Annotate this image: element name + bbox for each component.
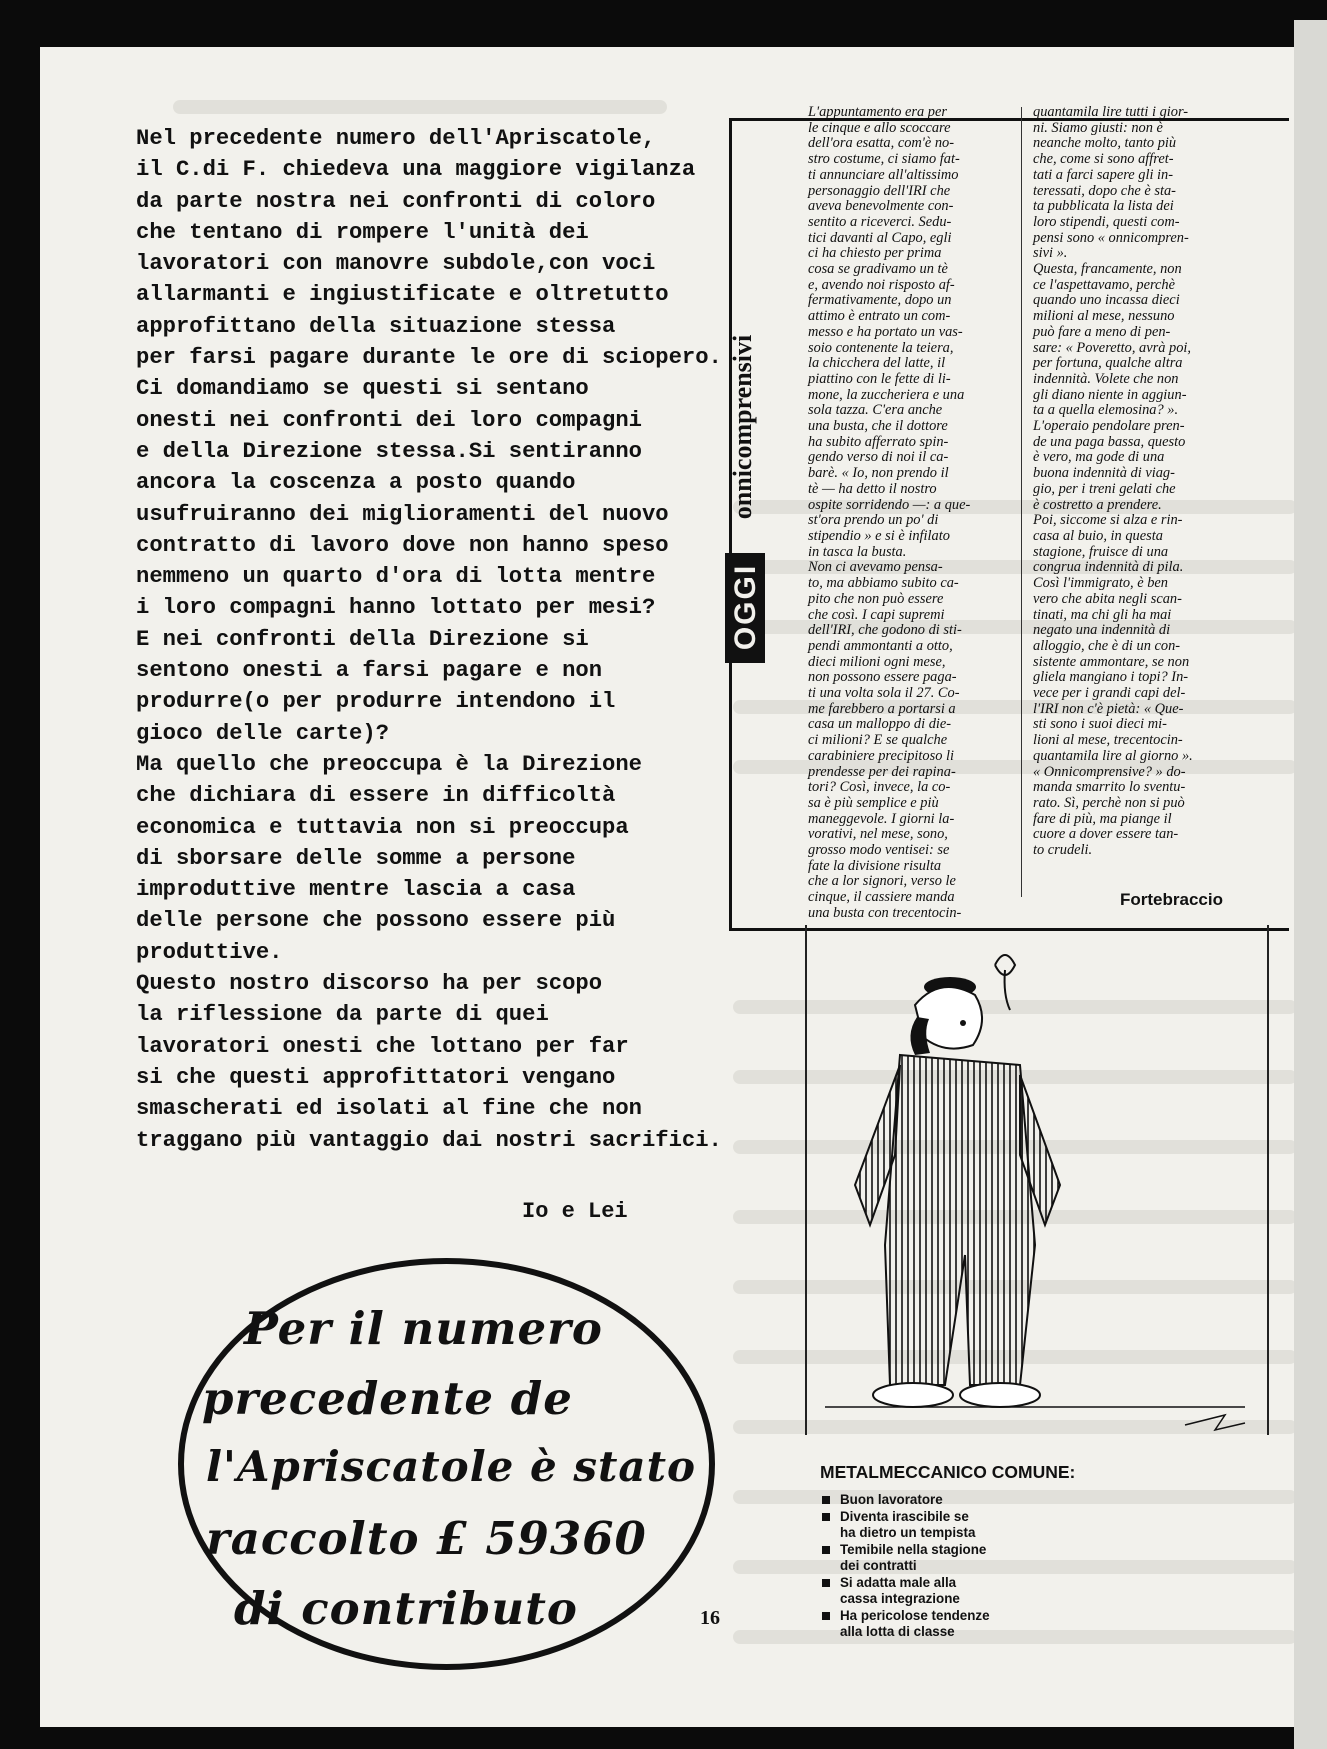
- clipping-line: quando uno incassa dieci: [1033, 292, 1180, 309]
- clipping-line: ta a quella elemosina? ».: [1033, 402, 1179, 419]
- clipping-line: sare: « Poveretto, avrà poi,: [1033, 339, 1191, 356]
- clipping-line: dieci milioni ogni mese,: [808, 653, 946, 670]
- clipping-line: fermativamente, dopo un: [808, 292, 952, 309]
- clipping-line: quantamila lire al giorno ».: [1033, 747, 1193, 764]
- clipping-line: negato una indennità di: [1033, 622, 1171, 639]
- clipping-line: fare di più, ma piange il: [1033, 810, 1172, 827]
- clipping-line: è vero, ma gode di una: [1033, 449, 1165, 466]
- article-line: gioco delle carte)?: [136, 720, 389, 746]
- clipping-title: onnicomprensivi: [728, 334, 757, 520]
- article-line: traggano più vantaggio dai nostri sacrifici.: [136, 1127, 722, 1153]
- clipping-line: « Onnicomprensive? » do-: [1033, 763, 1186, 780]
- clipping-line: una busta, che il dottore: [808, 418, 948, 435]
- clipping-line: Questa, francamente, non: [1033, 261, 1182, 278]
- clipping-line: to crudeli.: [1033, 842, 1093, 859]
- article-line: i loro compagni hanno lottato per mesi?: [136, 595, 656, 621]
- main-article: [136, 123, 722, 1156]
- oggi-label: OGGI: [729, 563, 762, 651]
- article-line: che tentano di rompere l'unità dei: [136, 219, 589, 245]
- clipping-line: sola tazza. C'era anche: [808, 402, 943, 419]
- clipping-line: grosso modo ventisei: se: [808, 842, 950, 859]
- caption-item: Ha pericolose tendenze alla lotta di classe: [820, 1608, 990, 1640]
- article-line: ancora la coscenza a posto quando: [136, 470, 576, 496]
- clipping-line: sentito a riceverci. Sedu-: [808, 213, 952, 230]
- clipping-line: milioni al mese, nessuno: [1033, 308, 1175, 325]
- clipping-line: buona indennità di viag-: [1033, 465, 1175, 482]
- article-line: allarmanti e ingiustificate e oltretutto: [136, 282, 669, 308]
- clipping-line: per fortuna, qualche altra: [1033, 355, 1183, 372]
- bubble-line: precedente de: [202, 1372, 573, 1425]
- clipping-line: Così l'immigrato, è ben: [1033, 575, 1168, 592]
- clipping-line: congrua indennità di pila.: [1033, 559, 1184, 576]
- clipping-line: sti sono i suoi dieci mi-: [1033, 716, 1167, 733]
- clipping-line: stipendio » e si è infilato: [808, 527, 950, 544]
- clipping-line: soio contenente la teiera,: [808, 339, 954, 356]
- article-line: smascherati ed isolati al fine che non: [136, 1096, 642, 1122]
- clipping-line: neanche molto, tanto più: [1033, 135, 1177, 152]
- article-line: lavoratori onesti che lottano per far: [136, 1033, 629, 1059]
- clipping-line: prendesse per dei rapina-: [808, 763, 956, 780]
- article-line: Ma quello che preoccupa è la Direzione: [136, 751, 642, 777]
- article-line: Nel precedente numero dell'Apriscatole,: [136, 126, 656, 151]
- clipping-line: alloggio, che è di un con-: [1033, 637, 1181, 654]
- article-line: produrre(o per produrre intendono il: [136, 689, 616, 715]
- page: [40, 47, 1294, 1727]
- clipping-column-2: [1033, 105, 1283, 859]
- clipping-line: messo e ha portato un vas-: [808, 323, 963, 340]
- bubble-line: l'Apriscatole è stato: [206, 1442, 697, 1491]
- clipping-line: le cinque e allo scoccare: [808, 119, 951, 136]
- clipping-line: gio, per i treni gelati che: [1033, 480, 1176, 497]
- clipping-line: ospite sorridendo —: a que-: [808, 496, 971, 513]
- article-line: che dichiara di essere in difficoltà: [136, 783, 616, 809]
- article-line: contratto di lavoro dove non hanno speso: [136, 532, 669, 558]
- clipping-line: gendo verso di noi il ca-: [808, 449, 949, 466]
- clipping-line: ta pubblicata la lista dei: [1033, 198, 1174, 215]
- bubble-line: raccolto £ 59360: [206, 1512, 647, 1565]
- clipping-line: sa è più semplice e più: [808, 794, 939, 811]
- article-line: nemmeno un quarto d'ora di lotta mentre: [136, 564, 656, 590]
- clipping-line: aveva benevolmente con-: [808, 198, 954, 215]
- cartoon-caption-title: METALMECCANICO COMUNE:: [820, 1462, 1076, 1482]
- clipping-line: è costretto a prendere.: [1033, 496, 1162, 513]
- clipping-line: che così. I capi supremi: [808, 606, 945, 623]
- clipping-line: lioni al mese, trecentocin-: [1033, 732, 1183, 749]
- caption-item: Buon lavoratore: [820, 1492, 990, 1508]
- clipping-line: vorativi, nel mese, sono,: [808, 826, 948, 843]
- article-line: economica e tuttavia non si preoccupa: [136, 814, 629, 840]
- scan-edge-strip: [1294, 20, 1327, 1749]
- clipping-line: ni. Siamo giusti: non è: [1033, 119, 1163, 136]
- clipping-line: personaggio dell'IRI che: [808, 182, 951, 199]
- clipping-line: cuore a dover essere tan-: [1033, 826, 1179, 843]
- article-line: Ci domandiamo se questi si sentano: [136, 376, 589, 402]
- article-line: di sborsare delle somme a persone: [136, 845, 576, 871]
- clipping-line: Poi, siccome si alza e rin-: [1033, 512, 1183, 529]
- clipping-line: tinati, ma chi gli ha mai: [1033, 606, 1172, 623]
- clipping-line: Non ci avevamo pensa-: [808, 559, 943, 576]
- clipping-line: ci milioni? E se qualche: [808, 732, 948, 749]
- clipping-line: L'appuntamento era per: [808, 104, 947, 120]
- article-line: delle persone che possono essere più: [136, 908, 616, 934]
- column-divider: [1021, 107, 1022, 897]
- clipping-column-1: [808, 105, 1053, 922]
- clipping-line: l'IRI non c'è pietà: « Que-: [1033, 700, 1184, 717]
- page-number: 16: [700, 1607, 720, 1629]
- clipping-line: ci ha chiesto per prima: [808, 245, 942, 262]
- clipping-line: che a lor signori, verso le: [808, 873, 956, 890]
- clipping-line: che, come si sono affret-: [1033, 151, 1174, 168]
- clipping-line: stro costume, ci siamo fat-: [808, 151, 960, 168]
- article-line: e della Direzione stessa.Si sentiranno: [136, 438, 642, 464]
- clipping-line: tori? Così, invece, la co-: [808, 779, 951, 796]
- clipping-line: gliela mangiano i topi? In-: [1033, 669, 1189, 686]
- clipping-line: L'operaio pendolare pren-: [1033, 418, 1185, 435]
- clipping-line: loro stipendi, questi com-: [1033, 213, 1180, 230]
- clipping-line: ti annunciare all'altissimo: [808, 166, 959, 183]
- article-line: produttive.: [136, 939, 283, 965]
- bubble-line: di contributo: [234, 1582, 578, 1635]
- clipping-author: Fortebraccio: [1120, 890, 1223, 909]
- clipping-line: sivi ».: [1033, 245, 1068, 262]
- clipping-line: mone, la zuccheriera e una: [808, 386, 965, 403]
- clipping-line: tè — ha detto il nostro: [808, 480, 937, 497]
- clipping-line: ti una volta sola il 27. Co-: [808, 685, 960, 702]
- article-line: onesti nei confronti dei loro compagni: [136, 407, 642, 433]
- clipping-line: tati a farci sapere gli in-: [1033, 166, 1174, 183]
- clipping-line: una busta con trecentocin-: [808, 904, 962, 921]
- clipping-line: manda smarrito lo sventu-: [1033, 779, 1186, 796]
- clipping-line: ha subito afferrato spin-: [808, 433, 949, 450]
- clipping-line: sistente ammontare, se non: [1033, 653, 1190, 670]
- bubble-line: Per il numero: [244, 1302, 603, 1355]
- clipping-line: pensi sono « onnicompren-: [1033, 229, 1189, 246]
- clipping-line: carabiniere precipitoso li: [808, 747, 955, 764]
- article-line: improduttive mentre lascia a casa: [136, 877, 576, 903]
- article-line: approfittano della situazione stessa: [136, 313, 616, 339]
- article-line: usufruiranno dei miglioramenti del nuovo: [136, 501, 669, 527]
- clipping-line: tici davanti al Capo, egli: [808, 229, 952, 246]
- article-line: sentono onesti a farsi pagare e non: [136, 658, 603, 684]
- article-line: per farsi pagare durante le ore di sciopero.: [136, 345, 722, 371]
- article-signature: Io e Lei: [522, 1199, 628, 1224]
- clipping-line: casa al buio, in questa: [1033, 527, 1163, 544]
- clipping-line: pendi ammontanti a otto,: [808, 637, 953, 654]
- clipping-line: dell'IRI, che godono di sti-: [808, 622, 962, 639]
- clipping-line: rato. Sì, perchè non si può: [1033, 794, 1185, 811]
- donation-bubble: [178, 1258, 715, 1670]
- clipping-line: indennità. Volete che non: [1033, 370, 1179, 387]
- clipping-line: dell'ora esatta, com'è no-: [808, 135, 955, 152]
- clipping-line: quantamila lire tutti i gior-: [1033, 104, 1189, 120]
- clipping-line: attimo è entrato un com-: [808, 308, 951, 325]
- clipping-line: to, ma abbiamo subito ca-: [808, 575, 959, 592]
- clipping-line: gli diano niente in aggiun-: [1033, 386, 1187, 403]
- clipping-line: cosa se gradivamo un tè: [808, 261, 948, 278]
- caption-item: Diventa irascibile se ha dietro un tempista: [820, 1509, 990, 1541]
- clipping-line: e, avendo noi risposto af-: [808, 276, 955, 293]
- clipping-line: in tasca la busta.: [808, 543, 907, 560]
- clipping-line: non possono essere paga-: [808, 669, 957, 686]
- clipping-line: barè. « Io, non prendo il: [808, 465, 949, 482]
- clipping-line: casa un malloppo di die-: [808, 716, 952, 733]
- clipping-line: piattino con le fette di li-: [808, 370, 951, 387]
- clipping-line: de una paga bassa, questo: [1033, 433, 1186, 450]
- article-line: da parte nostra nei confronti di coloro: [136, 188, 656, 214]
- clipping-line: cinque, il cassiere manda: [808, 889, 955, 906]
- clipping-line: vece per i grandi capi del-: [1033, 685, 1186, 702]
- clipping-line: può fare a meno di pen-: [1033, 323, 1171, 340]
- cartoon-caption-list: [820, 1492, 990, 1641]
- article-line: E nei confronti della Direzione si: [136, 626, 589, 652]
- clipping-line: fate la divisione risulta: [808, 857, 942, 874]
- clipping-line: stagione, fruisce di una: [1033, 543, 1169, 560]
- article-line: il C.di F. chiedeva una maggiore vigilanza: [136, 157, 696, 183]
- article-line: si che questi approfittatori vengano: [136, 1064, 616, 1090]
- caption-item: Temibile nella stagione dei contratti: [820, 1542, 990, 1574]
- clipping-line: maneggevole. I giorni la-: [808, 810, 955, 827]
- clipping-line: teressati, dopo che è sta-: [1033, 182, 1176, 199]
- clipping-line: la chicchera del latte, il: [808, 355, 946, 372]
- metalworker-cartoon: [805, 925, 1269, 1437]
- clipping-line: me farebbero a portarsi a: [808, 700, 956, 717]
- article-line: Questo nostro discorso ha per scopo: [136, 971, 603, 997]
- caption-item: Si adatta male alla cassa integrazione: [820, 1575, 990, 1607]
- clipping-line: pito che non può essere: [808, 590, 944, 607]
- article-line: la riflessione da parte di quei: [136, 1002, 549, 1028]
- article-line: lavoratori con manovre subdole,con voci: [136, 251, 656, 277]
- clipping-line: st'ora prendo un po' di: [808, 512, 939, 529]
- clipping-line: vero che abita negli scan-: [1033, 590, 1182, 607]
- clipping-line: ce l'aspettavamo, perchè: [1033, 276, 1176, 293]
